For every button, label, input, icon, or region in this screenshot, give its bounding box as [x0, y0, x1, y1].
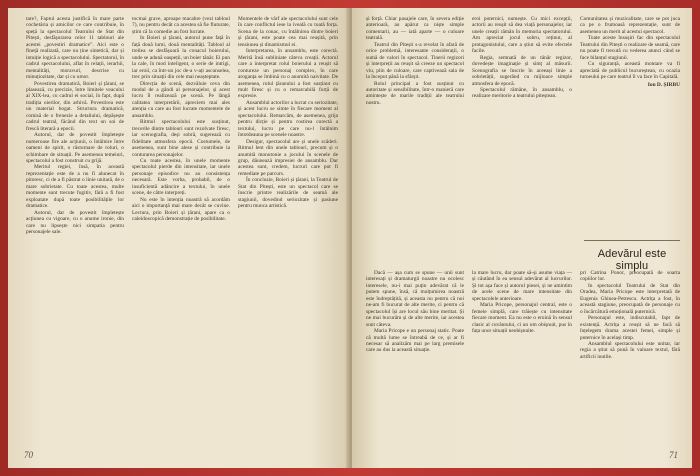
- paragraph: eroi poternici, numește. Cu mici excepții, actorii au reușit să dea viață personajelor, iar unele creații rămân în memoria spectatorului. Am apreciat jocul sobru, reținut, al protagonistului, care a știut să evite efectele facile.: [472, 16, 572, 55]
- paragraph: Maria Pricope, personajul central, este o femeie simplă, care trăiește cu intensitate fiecare moment. Ea nu este o eroină în sensul clasic al cuvântului, ci un om obișnuit, pus în fața unor situații neobișnuite.: [472, 302, 572, 335]
- paragraph: Povestirea dramatică, Boieri și țărani, se plasează, cu precizie, între limitele veacului al XIX-lea, cu cadrul ei social, în fapt, după tradiția oierilor, din arhivă. Povestirea este un material bogat. Structura dramatică, comisă de o frenezie a detaliului, depășește cadrul teatral, făcând din text un soi de frescă literară a epocii.: [26, 80, 124, 132]
- author-signature: Ion D. ȘIRBU: [647, 81, 680, 88]
- paragraph: Autorul, dar de povestit împletește numeroase fire ale acțiunii, o întâlnire între oameni de spirit, o răsturnare de roluri, o schimbare de situații. Pe asemenea temeiuri, spectacolul a fost construit cu grijă.: [26, 132, 124, 164]
- paragraph: Meritul regiei, însă, în această reprezentație este de a nu fi alunecat în pitoresc, ci de a fi păstrat o linie unitară, de o mare sobrietate. Cu toate acestea, multe momente sunt trecute fugitiv, fără a fi fost exploatate după toate posibilitățile lor dramatice.: [26, 164, 124, 210]
- paragraph: Autorul, dar de povestit împletește acțiunea cu vigoare, cu o anume ironie, din care nu lipsește nici simpatia pentru personajele sale.: [26, 209, 124, 235]
- headline-rule: [584, 240, 680, 241]
- paragraph: Nu este în intenția noastră să acordăm aici o importanță mai mare decât se cuvine. Lectura, prin Boieri și țărani, apare ca o caleidoscopică demonstrație de posibilitate.: [132, 196, 230, 223]
- paragraph: In Boieri și țărani, autorul pune față în față două lumi, două mentalități. Tabloul al treilea se desfășoară la conacul boierului, unde se adună oaspeții, un boier tânăr. Ei pun la cale, în mod inteligent, o serie de intrigi, iar eroii, ca într-un joc de-a v-ați ascunselea, trec prin situații din cele mai neașteptate.: [132, 35, 230, 81]
- right-page-column-2: [472, 16, 572, 224]
- article-headline: Adevărul este simplu: [597, 248, 667, 272]
- paragraph: Rolul principal a fost susținut cu autoritate și sensibilitate, într-o manieră care amintește de marile tradiții ale teatrului nostru.: [366, 80, 464, 106]
- paragraph: Ritmul spectacolului este susținut, trecerile dintre tablouri sunt rezolvate firesc, iar scenografia, deși sobră, sugerează cu fidelitate atmosfera epocii. Costumele, de asemenea, sunt bine alese și contribuie la conturarea personajelor.: [132, 119, 230, 158]
- paragraph: la mare lucru, dar poate să-și asume viața — și căutând în ea sensul adevărat al lucrurilor. Și tot așa face și autorul piesei, și ne amintim de acele scene de mare intensitate din spectacolele anterioare.: [472, 270, 572, 302]
- paragraph: Dacă — așa cum se spune — unii sunt interesați și dramaturgii noastre nu ocolesc interesele, nu-i mai puțin adevărat că le putem spune, însă, că mulțumirea noastră este îndreptățită, și aceasta nu pentru că noi ne-am fi bucurat de alte merite, ci pentru că spectacolul își are locul său bine meritat. Și ne mai bucurăm și de alte merite, iar acestea sunt câteva.: [366, 270, 464, 328]
- paragraph: Regia, semnată de un tânăr regizor, dovedește imaginație și simț al măsurii. Scenografia se înscrie în aceeași linie a sobrietății, sugerând cu mijloace simple atmosfera de epocă.: [472, 54, 572, 87]
- paragraph: În concluzie, Boieri și țărani, la Teatrul de Stat din Pitești, este un spectacol care se înscrie printre realizările de seamă ale stagiunii, dovedind seriozitate și pasiune pentru munca artistică.: [238, 177, 338, 210]
- paragraph: Toate aceste însușiri fac din spectacolul Teatrului din Pitești o realizare de seamă, care nu poate fi trecută cu vederea atunci când se face bilanțul stagiunii.: [580, 35, 680, 61]
- paragraph: Personajul este, indiscutabil, fapt de existență. Actrița a reușit să ne facă să înțelegem drama acestei femei, simple și puternice în același timp.: [580, 315, 680, 341]
- paragraph: In spectacolul Teatrului de Stat din Oradea, Maria Pricope este interpretată de Eugenia Ghinea-Petrescu. Actrița a fost, în această stagiune, preocupată de personaje cu o încărcătură emoțională puternică.: [580, 282, 680, 315]
- paragraph: tocmai grave, aproape macabre (vezi tabloul 7), nu pentru decât ca acestea să fie fluturate, știm că la comedie au fost lucrate.: [132, 16, 230, 35]
- page-number: 70: [24, 450, 33, 460]
- paragraph: tare?, Faptul acesta justifică în mare parte cochetăria și amicilor ce care contribuie, în speță la spectacolul Teatrului de Stat din Pitești, desfășurarea celor 11 tablouri ale acestei „povestiri dramatice”. Aici este o fineță realizată, care nu ține sintetică, dar și intuiție logică a spectacolului. Spectatorul, în cadrul spectacolului, aflat în relații, ierarhii, mentalități, moravuri, descrise cu minuțiozitate, dar și cu umor.: [26, 16, 124, 81]
- paragraph: Desigur, spectacolul are și unele scăderi. Ritmul lent din unele tablouri, precum și o anumită monotonie a jocului în scenele de grup, dăunează impresiei de ansamblu. Dar acestea sunt, credem, lucruri care pot fi remediate pe parcurs.: [238, 138, 338, 177]
- page-number: 71: [669, 450, 678, 460]
- paragraph: Ansamblul actorilor a lucrat cu seriozitate, și acest lucru se simte în fiecare moment al spectacolului. Remarcăm, de asemenea, grija pentru dicție și pentru rostirea corectă a textului, lucru pe care nu-l întâlnim întotdeauna pe scenele noastre.: [238, 99, 338, 139]
- paragraph: Cu toate acestea, în unele momente spectacolul pierde din intensitate, iar unele personaje episodice nu au consistența necesară. Este vorba, probabil, de o insuficientă adâncire a textului, în unele scene, de către interpreți.: [132, 157, 230, 197]
- paragraph: și forță. Chiar pasajele care, în severa ediție anterioară, au apărut ca niște simple comentarii, au — iată aparte — o culoare teatrală.: [366, 16, 464, 42]
- right-page-column-3: [580, 16, 680, 222]
- article2-column-2: [472, 270, 572, 456]
- right-page-column-1: [366, 16, 464, 224]
- paragraph: Direcția de scenă, dezvăluie ceva din modul de a gândi al personajelor, și acest lucru îl realizează pe scenă. Pe lângă calitatea interpretării, apreciem mai ales atenția cu care au fost lucrate momentele de ansamblu.: [132, 80, 230, 119]
- paragraph: Momentele de vârf ale spectacolului sunt cele în care conflictul iese la iveală cu toată forța. Scena de la conac, cu întâlnirea dintre boieri și țărani, este poate cea mai reușită, prin tensiunea și dinamismul ei.: [238, 16, 338, 48]
- paragraph: Ansamblul spectacolului este unitar, iar regia a știut să pună în valoare textul, fără artificii inutile.: [580, 340, 680, 360]
- paragraph: Interpretarea, în ansamblu, este corectă. Merită însă subliniate câteva creații. Actorul care a interpretat rolul boierului a reușit să contureze un personaj complex, în care aroganța se îmbină cu o anumită naivitate. De asemenea, rolul țăranului a fost susținut cu mult firesc și cu o remarcabilă forță de expresie.: [238, 48, 338, 100]
- right-page: [352, 8, 692, 468]
- paragraph: Cu siguranță, această montare va fi apreciată de publicul bucureștean, cu ocazia turneului pe care teatrul îl va face în Capitală.: [580, 61, 680, 81]
- paragraph: Spectacolul rămâne, în ansamblu, o realizare meritorie a teatrului piteștean.: [472, 86, 572, 100]
- article2-column-3: [580, 270, 680, 456]
- left-page-column-1: [26, 16, 124, 436]
- paragraph: Maria Pricope e un personaj static. Poate că multă lume se întreabă de ce, și ar fi necesar să analizăm mai pe larg premisele care au dus la această situație.: [366, 328, 464, 354]
- paragraph: Comunitatea și muzicalitate, care se pot juca ca pe o frumoasă reprezentație, sunt de asemenea un merit al acestui spectacol.: [580, 16, 680, 35]
- left-page-column-3: [238, 16, 338, 436]
- paragraph: pri Catrina Ponor, preocupată de soarta copiilor lor.: [580, 270, 680, 283]
- article2-column-1: [366, 270, 464, 456]
- left-page: [8, 8, 350, 468]
- left-page-column-2: [132, 16, 230, 436]
- paragraph: Teatrul din Pitești s-a revelat în afară de orice problemă, interesante considerații, o sumă de valori în spectacol. Tinerii regizori și interpreții au reușit să creeze un spectacol viu, plin de culoare, care captivează sala de la început până la sfârșit.: [366, 41, 464, 81]
